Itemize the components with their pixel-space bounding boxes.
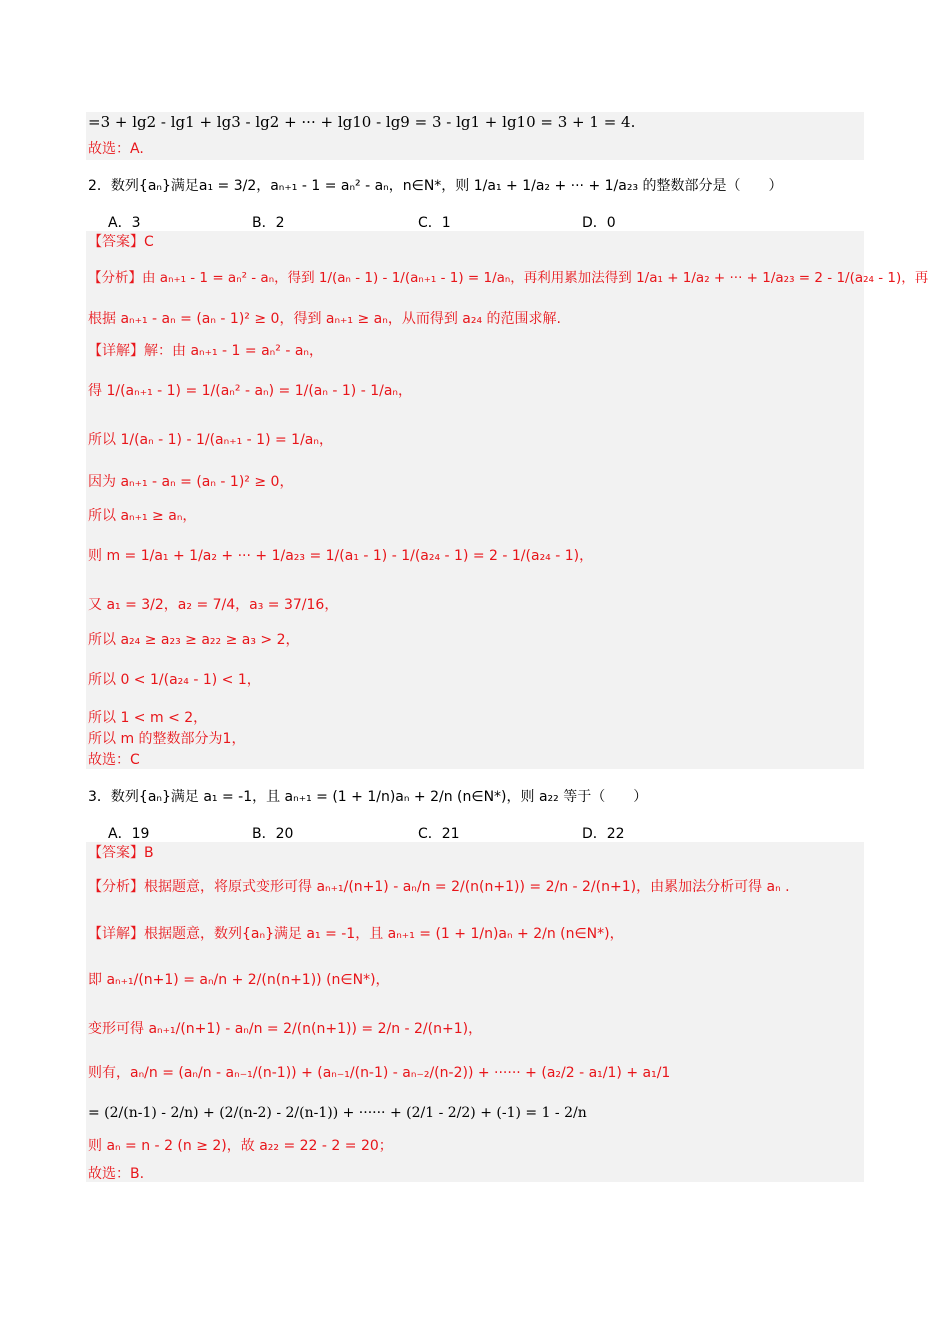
solution-line: 即 aₙ₊₁/(n+1) = aₙ/n + 2/(n(n+1)) (n∈N*)， bbox=[88, 972, 390, 988]
analysis-line: 【分析】根据题意，将原式变形可得 aₙ₊₁/(n+1) - aₙ/n = 2/(n(n+1)) = 2/n - 2/(n+1)，由累加法分析可得 aₙ . bbox=[88, 879, 790, 895]
question-3-stem: 3．数列{aₙ}满足 a₁ = -1，且 aₙ₊₁ = (1 + 1/n)aₙ + 2/n (n∈N*)，则 a₂₂ 等于（ ） bbox=[88, 789, 648, 805]
choice-line: 故选：B. bbox=[88, 1166, 145, 1182]
solution-line: 变形可得 aₙ₊₁/(n+1) - aₙ/n = 2/(n(n+1)) = 2/n - 2/(n+1)， bbox=[88, 1021, 483, 1037]
solution-line: = (2/(n-1) - 2/n) + (2/(n-2) - 2/(n-1)) + ······ + (2/1 - 2/2) + (-1) = 1 - 2/n bbox=[88, 1105, 587, 1121]
question-2-option-b: B．2 bbox=[252, 215, 285, 231]
answer-line: 【答案】C bbox=[88, 234, 154, 250]
solution-line: 则 aₙ = n - 2 (n ≥ 2)，故 a₂₂ = 22 - 2 = 20； bbox=[88, 1138, 393, 1154]
choice-line: 故选：C bbox=[88, 752, 140, 768]
solution-line: 【详解】根据题意，数列{aₙ}满足 a₁ = -1，且 aₙ₊₁ = (1 + 1/n)aₙ + 2/n (n∈N*)， bbox=[88, 926, 624, 942]
solution-line: 【详解】解：由 aₙ₊₁ - 1 = aₙ² - aₙ， bbox=[88, 343, 323, 359]
analysis-line: 【分析】由 aₙ₊₁ - 1 = aₙ² - aₙ，得到 1/(aₙ - 1) - 1/(aₙ₊₁ - 1) = 1/aₙ，再利用累加法得到 1/a₁ + 1/a₂ + ··· + 1/a₂₃ = 2 - 1/(a₂₄ - 1)，再 bbox=[88, 270, 929, 286]
solution-line: 所以 aₙ₊₁ ≥ aₙ， bbox=[88, 508, 197, 524]
solution-line: 所以 m 的整数部分为1， bbox=[88, 731, 246, 747]
solution-line: 得 1/(aₙ₊₁ - 1) = 1/(aₙ² - aₙ) = 1/(aₙ - 1) - 1/aₙ， bbox=[88, 383, 413, 399]
solution-line: 因为 aₙ₊₁ - aₙ = (aₙ - 1)² ≥ 0， bbox=[88, 474, 294, 490]
question-3-option-b: B．20 bbox=[252, 826, 294, 842]
solution-line: 又 a₁ = 3/2，a₂ = 7/4，a₃ = 37/16， bbox=[88, 597, 339, 613]
answer-line: 【答案】B bbox=[88, 845, 154, 861]
question-3-option-a: A．19 bbox=[108, 826, 150, 842]
question-2-stem: 2．数列{aₙ}满足a₁ = 3/2，aₙ₊₁ - 1 = aₙ² - aₙ，n∈N*，则 1/a₁ + 1/a₂ + ··· + 1/a₂₃ 的整数部分是（ ） bbox=[88, 178, 783, 194]
question-2-option-a: A．3 bbox=[108, 215, 141, 231]
question-2-option-d: D．0 bbox=[582, 215, 616, 231]
question-2-option-c: C．1 bbox=[418, 215, 451, 231]
analysis-line: 根据 aₙ₊₁ - aₙ = (aₙ - 1)² ≥ 0，得到 aₙ₊₁ ≥ aₙ，从而得到 a₂₄ 的范围求解. bbox=[88, 311, 561, 327]
question-3-option-c: C．21 bbox=[418, 826, 460, 842]
equation-line: =3 + lg2 - lg1 + lg3 - lg2 + ··· + lg10 - lg9 = 3 - lg1 + lg10 = 3 + 1 = 4. bbox=[88, 113, 636, 131]
solution-line: 所以 a₂₄ ≥ a₂₃ ≥ a₂₂ ≥ a₃ > 2， bbox=[88, 632, 300, 648]
solution-line: 则 m = 1/a₁ + 1/a₂ + ··· + 1/a₂₃ = 1/(a₁ - 1) - 1/(a₂₄ - 1) = 2 - 1/(a₂₄ - 1)， bbox=[88, 548, 594, 564]
solution-line: 所以 1 < m < 2， bbox=[88, 710, 208, 726]
solution-line: 所以 1/(aₙ - 1) - 1/(aₙ₊₁ - 1) = 1/aₙ， bbox=[88, 432, 333, 448]
solution-line: 所以 0 < 1/(a₂₄ - 1) < 1， bbox=[88, 672, 261, 688]
choice-line: 故选：A. bbox=[88, 141, 144, 157]
solution-line: 则有，aₙ/n = (aₙ/n - aₙ₋₁/(n-1)) + (aₙ₋₁/(n-1) - aₙ₋₂/(n-2)) + ······ + (a₂/2 - a₁/1) + a₁/1 bbox=[88, 1065, 671, 1081]
question-3-option-d: D．22 bbox=[582, 826, 625, 842]
